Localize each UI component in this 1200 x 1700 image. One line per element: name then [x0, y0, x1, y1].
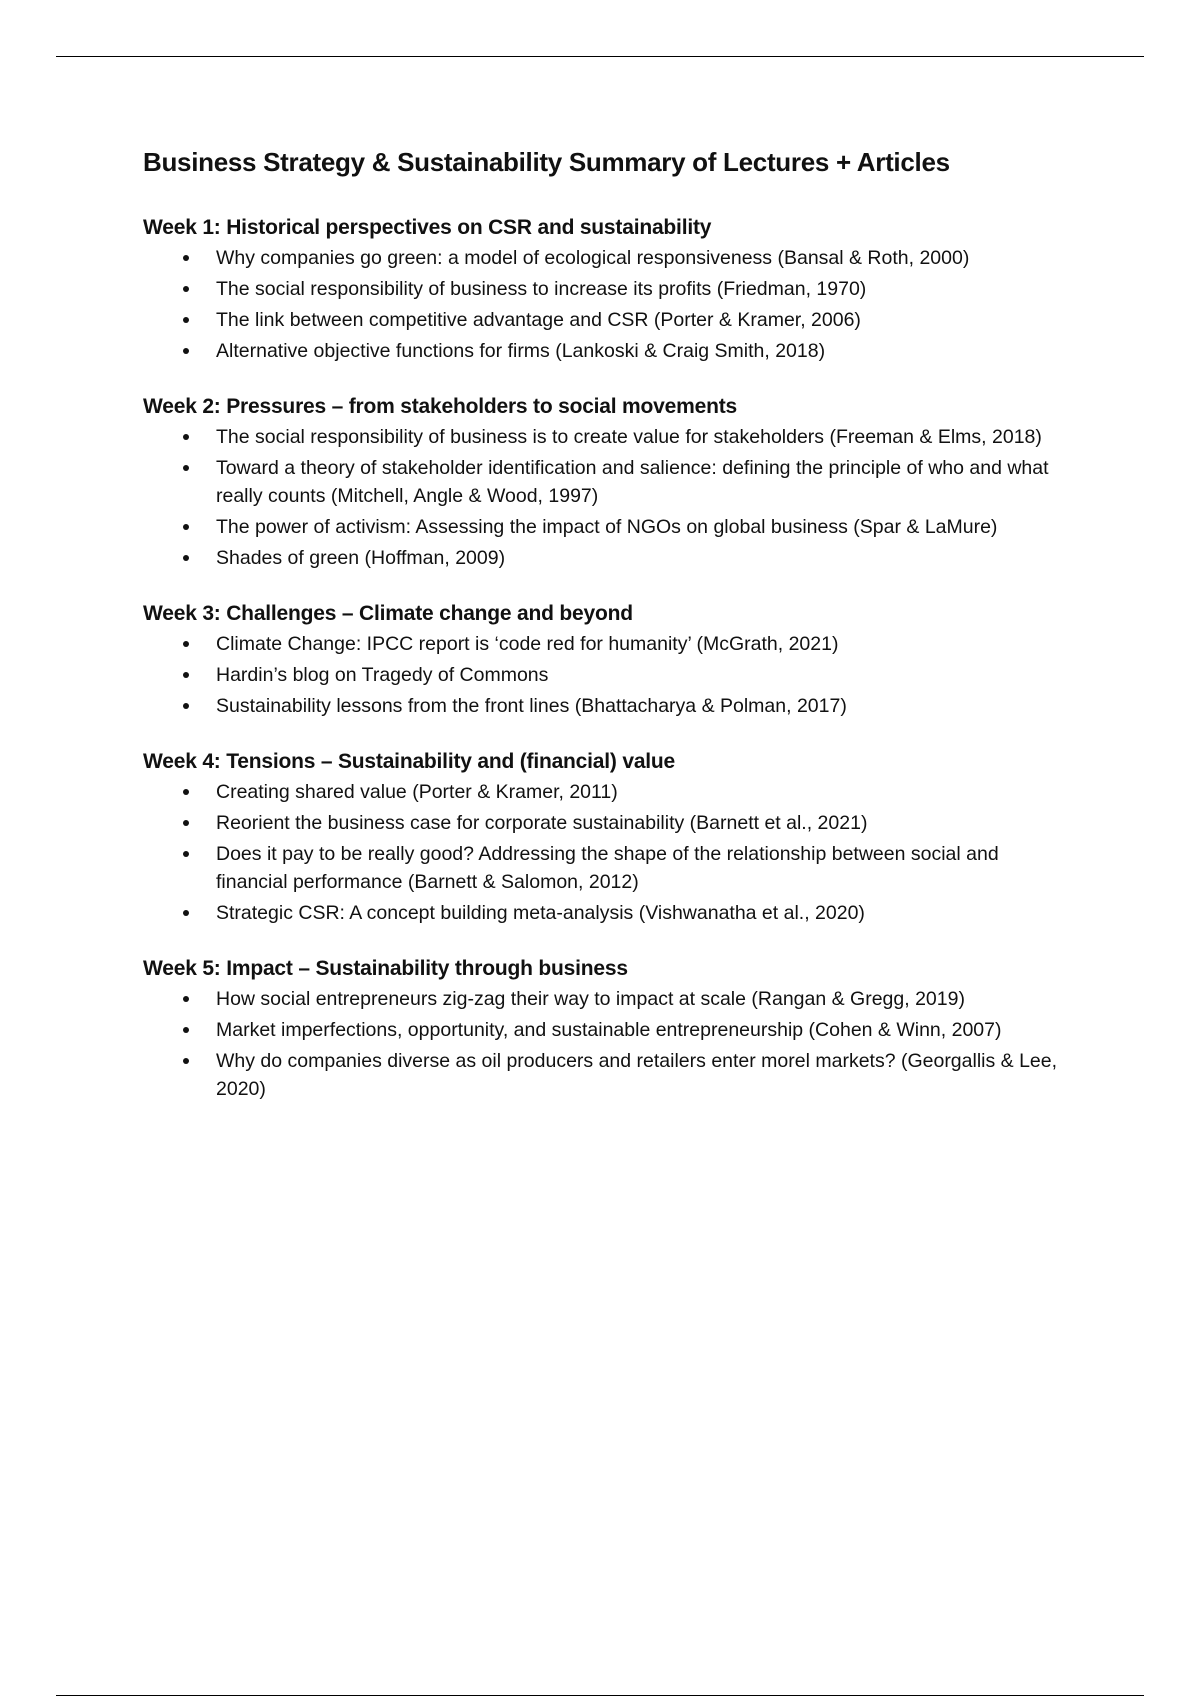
week-heading: Week 2: Pressures – from stakeholders to social movements	[143, 395, 737, 418]
week-heading: Week 4: Tensions – Sustainability and (financial) value	[143, 750, 676, 773]
reading-list	[143, 423, 1103, 572]
reading-item: The power of activism: Assessing the impact of NGOs on global business (Spar & LaMure)	[143, 513, 1103, 541]
footer-rule	[56, 1695, 1144, 1696]
reading-item: Reorient the business case for corporate sustainability (Barnett et al., 2021)	[143, 809, 1103, 837]
week-2-section	[143, 393, 1103, 572]
reading-item: Shades of green (Hoffman, 2009)	[143, 544, 1103, 572]
reading-list	[143, 630, 1103, 720]
reading-item: The social responsibility of business is to create value for stakeholders (Freeman & Elms, 2018)	[143, 423, 1103, 451]
reading-item: Why do companies diverse as oil producers and retailers enter morel markets? (Georgallis & Lee, 2020)	[143, 1047, 1103, 1103]
header-rule	[56, 56, 1144, 57]
week-heading: Week 1: Historical perspectives on CSR and sustainability	[143, 216, 712, 239]
reading-item: Hardin’s blog on Tragedy of Commons	[143, 661, 1103, 689]
reading-list	[143, 985, 1103, 1103]
reading-item: Does it pay to be really good? Addressing the shape of the relationship between social and financial performance (Barnett & Salomon, 2012)	[143, 840, 1103, 896]
week-1-section	[143, 214, 1103, 365]
reading-item: The link between competitive advantage and CSR (Porter & Kramer, 2006)	[143, 306, 1103, 334]
reading-item: Why companies go green: a model of ecological responsiveness (Bansal & Roth, 2000)	[143, 244, 1103, 272]
reading-item: Creating shared value (Porter & Kramer, 2011)	[143, 778, 1103, 806]
reading-list	[143, 244, 1103, 365]
reading-item: Alternative objective functions for firms (Lankoski & Craig Smith, 2018)	[143, 337, 1103, 365]
reading-item: Climate Change: IPCC report is ‘code red for humanity’ (McGrath, 2021)	[143, 630, 1103, 658]
week-heading: Week 5: Impact – Sustainability through business	[143, 957, 628, 980]
reading-item: Market imperfections, opportunity, and sustainable entrepreneurship (Cohen & Winn, 2007)	[143, 1016, 1103, 1044]
reading-item: The social responsibility of business to increase its profits (Friedman, 1970)	[143, 275, 1103, 303]
document-body	[143, 146, 1103, 1131]
week-heading: Week 3: Challenges – Climate change and beyond	[143, 602, 633, 625]
reading-item: How social entrepreneurs zig-zag their way to impact at scale (Rangan & Gregg, 2019)	[143, 985, 1103, 1013]
week-4-section	[143, 748, 1103, 927]
reading-item: Sustainability lessons from the front lines (Bhattacharya & Polman, 2017)	[143, 692, 1103, 720]
week-5-section	[143, 955, 1103, 1103]
reading-item: Toward a theory of stakeholder identification and salience: defining the principle of who and what really counts (Mitchell, Angle & Wood, 1997)	[143, 454, 1103, 510]
reading-list	[143, 778, 1103, 927]
reading-item: Strategic CSR: A concept building meta-analysis (Vishwanatha et al., 2020)	[143, 899, 1103, 927]
page-title: Business Strategy & Sustainability Summary of Lectures + Articles	[143, 147, 950, 177]
week-3-section	[143, 600, 1103, 720]
